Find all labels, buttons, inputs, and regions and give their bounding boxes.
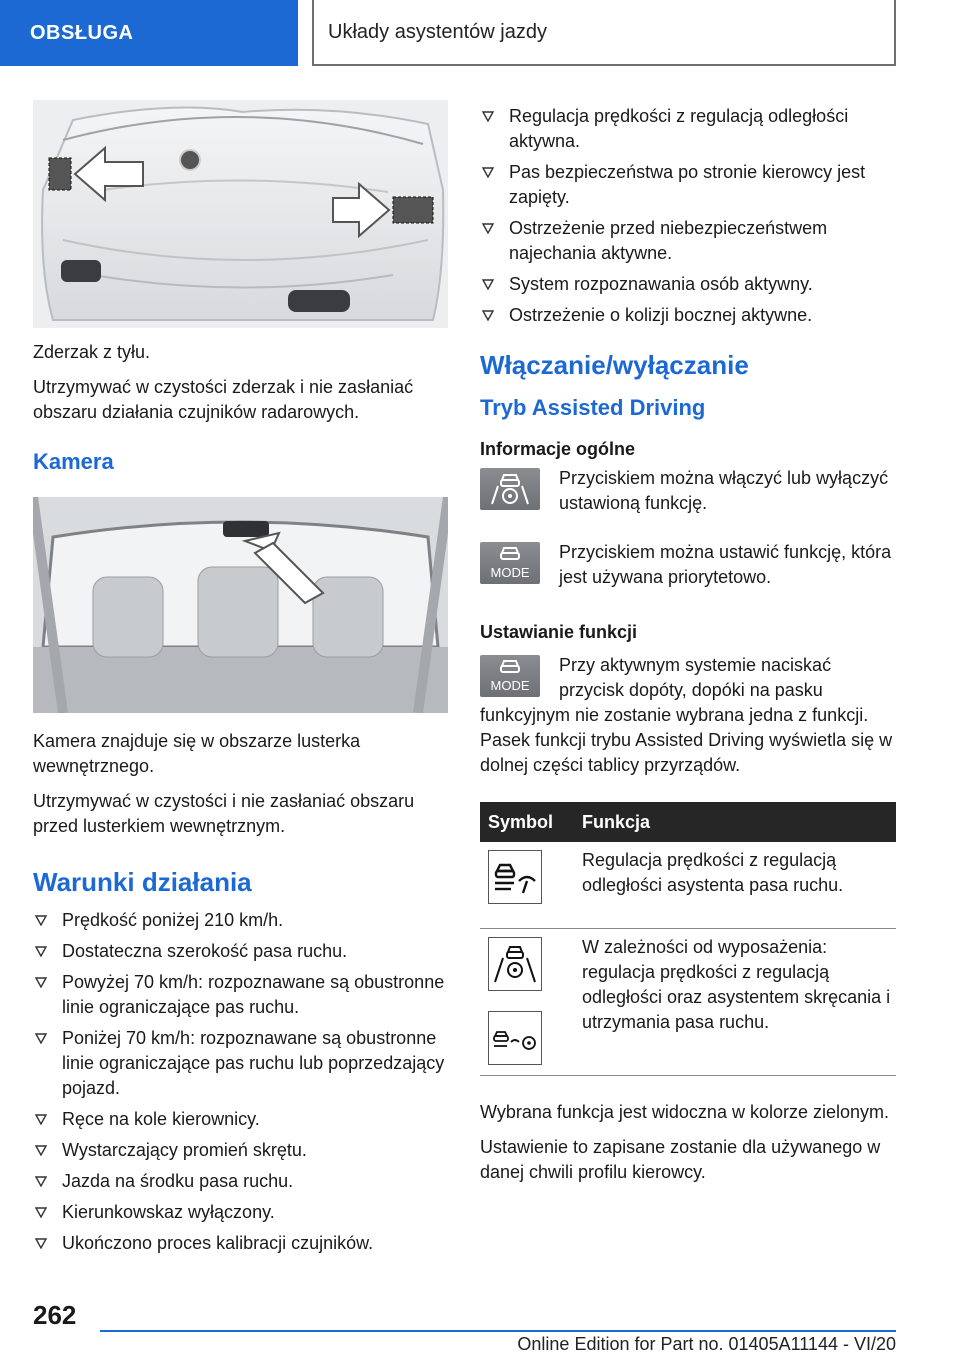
list-item: Powyżej 70 km/h: rozpoznawane są obustronne linie ograniczające pas ruchu. <box>33 970 448 1020</box>
conditions-list-continued <box>480 104 896 328</box>
left-column <box>33 100 448 1262</box>
function-cell: W zależności od wyposażenia: regulacja prędkości z regulacją odległości oraz asystentem skręcania i utrzymania pasa ruchu. <box>574 929 896 1076</box>
table-row <box>480 842 896 929</box>
list-item: Wystarczający promień skrętu. <box>33 1138 448 1163</box>
mode-heading: Tryb Assisted Driving <box>480 395 706 420</box>
general-heading: Informacje ogólne <box>480 439 636 459</box>
col-symbol-header: Symbol <box>480 802 574 842</box>
svg-text:MODE: MODE <box>490 565 530 580</box>
list-item: Ręce na kole kierownicy. <box>33 1107 448 1132</box>
col-function-header: Funkcja <box>574 802 896 842</box>
svg-text:MODE: MODE <box>490 678 530 693</box>
triangle-bullet-icon <box>35 1176 47 1187</box>
list-item: Ukończono proces kalibracji czujników. <box>33 1231 448 1256</box>
triangle-bullet-icon <box>35 1207 47 1218</box>
assist-driving-button <box>480 468 540 510</box>
setting-text: Przy aktywnym systemie naciskać przycisk dopóty, dopóki na pasku funkcyjnym nie zostanie wybrana jedna z funkcji. Pasek funkcji trybu Assisted Driving wyświetla się w dolnej części tablicy przyrządów. <box>480 655 893 775</box>
triangle-bullet-icon <box>482 279 494 290</box>
acc-steering-icon <box>489 1012 541 1064</box>
function-cell: Regulacja prędkości z regulacją odległości asystenta pasa ruchu. <box>574 842 896 929</box>
triangle-bullet-icon <box>482 310 494 321</box>
chapter-title: Układy asystentów jazdy <box>312 0 896 66</box>
acc-lane-icon <box>489 851 541 903</box>
mode-icon <box>480 655 540 697</box>
triangle-bullet-icon <box>35 977 47 988</box>
acc-steering-symbol <box>488 1011 542 1065</box>
button2-text: Przyciskiem można ustawić funkcję, która jest używana priorytetowo. <box>559 542 892 587</box>
setting-heading: Ustawianie funkcji <box>480 622 638 642</box>
list-item: Dostateczna szerokość pasa ruchu. <box>33 939 448 964</box>
bumper-text: Utrzymywać w czystości zderzak i nie zasłaniać obszaru działania czujników radarowych. <box>33 377 414 422</box>
steering-assist-symbol <box>488 937 542 991</box>
mode-button-row <box>480 540 896 604</box>
triangle-bullet-icon <box>35 1033 47 1044</box>
onoff-heading: Włączanie/wyłączanie <box>480 350 749 380</box>
footer-divider <box>100 1330 896 1332</box>
setting-block <box>480 653 896 778</box>
steering-assist-icon <box>489 938 541 990</box>
list-item: Ostrzeżenie o kolizji bocznej aktywne. <box>480 303 896 328</box>
triangle-bullet-icon <box>482 167 494 178</box>
list-item: Prędkość poniżej 210 km/h. <box>33 908 448 933</box>
conditions-heading: Warunki działania <box>33 867 252 897</box>
triangle-bullet-icon <box>35 1114 47 1125</box>
triangle-bullet-icon <box>35 1145 47 1156</box>
list-item: Poniżej 70 km/h: rozpoznawane są obustronne linie ograniczające pas ruchu lub poprzedzający pojazd. <box>33 1026 448 1101</box>
list-item: Jazda na środku pasa ruchu. <box>33 1169 448 1194</box>
saved-text: Ustawienie to zapisane zostanie dla używanego w danej chwili profilu kierowcy. <box>480 1137 881 1182</box>
function-table <box>480 802 896 1076</box>
edition-text: Online Edition for Part no. 01405A11144 - VI/20 <box>517 1334 896 1354</box>
camera-caption: Kamera znajduje się w obszarze lusterka wewnętrznego. <box>33 731 361 776</box>
assist-button-row <box>480 466 896 530</box>
triangle-bullet-icon <box>482 223 494 234</box>
button1-text: Przyciskiem można włączyć lub wyłączyć ustawioną funkcję. <box>559 468 889 513</box>
camera-text: Utrzymywać w czystości i nie zasłaniać obszaru przed lusterkiem wewnętrznym. <box>33 791 415 836</box>
acc-lane-symbol <box>488 850 542 904</box>
table-row <box>480 929 896 1076</box>
list-item: Ostrzeżenie przed niebezpieczeństwem najechania aktywne. <box>480 216 896 266</box>
right-column <box>480 104 896 1195</box>
triangle-bullet-icon <box>35 946 47 957</box>
section-tab: OBSŁUGA <box>0 0 298 66</box>
symbol-cell <box>480 929 574 1076</box>
camera-photo <box>33 497 448 713</box>
list-item: System rozpoznawania osób aktywny. <box>480 272 896 297</box>
page-number: 262 <box>33 1300 77 1330</box>
mode-button-setting <box>480 655 540 697</box>
list-item: Kierunkowskaz wyłączony. <box>33 1200 448 1225</box>
windshield-camera-illustration <box>33 497 448 713</box>
triangle-bullet-icon <box>35 1238 47 1249</box>
triangle-bullet-icon <box>482 111 494 122</box>
conditions-list <box>33 908 448 1256</box>
mode-button <box>480 542 540 584</box>
mode-icon <box>480 542 540 584</box>
triangle-bullet-icon <box>35 915 47 926</box>
rear-bumper-photo <box>33 100 448 328</box>
list-item: Regulacja prędkości z regulacją odległości aktywna. <box>480 104 896 154</box>
camera-heading: Kamera <box>33 449 114 474</box>
list-item: Pas bezpieczeństwa po stronie kierowcy jest zapięty. <box>480 160 896 210</box>
steering-assist-icon <box>480 468 540 510</box>
rear-bumper-illustration <box>33 100 448 328</box>
selected-text: Wybrana funkcja jest widoczna w kolorze zielonym. <box>480 1102 890 1122</box>
bumper-caption: Zderzak z tyłu. <box>33 342 151 362</box>
symbol-cell <box>480 842 574 929</box>
